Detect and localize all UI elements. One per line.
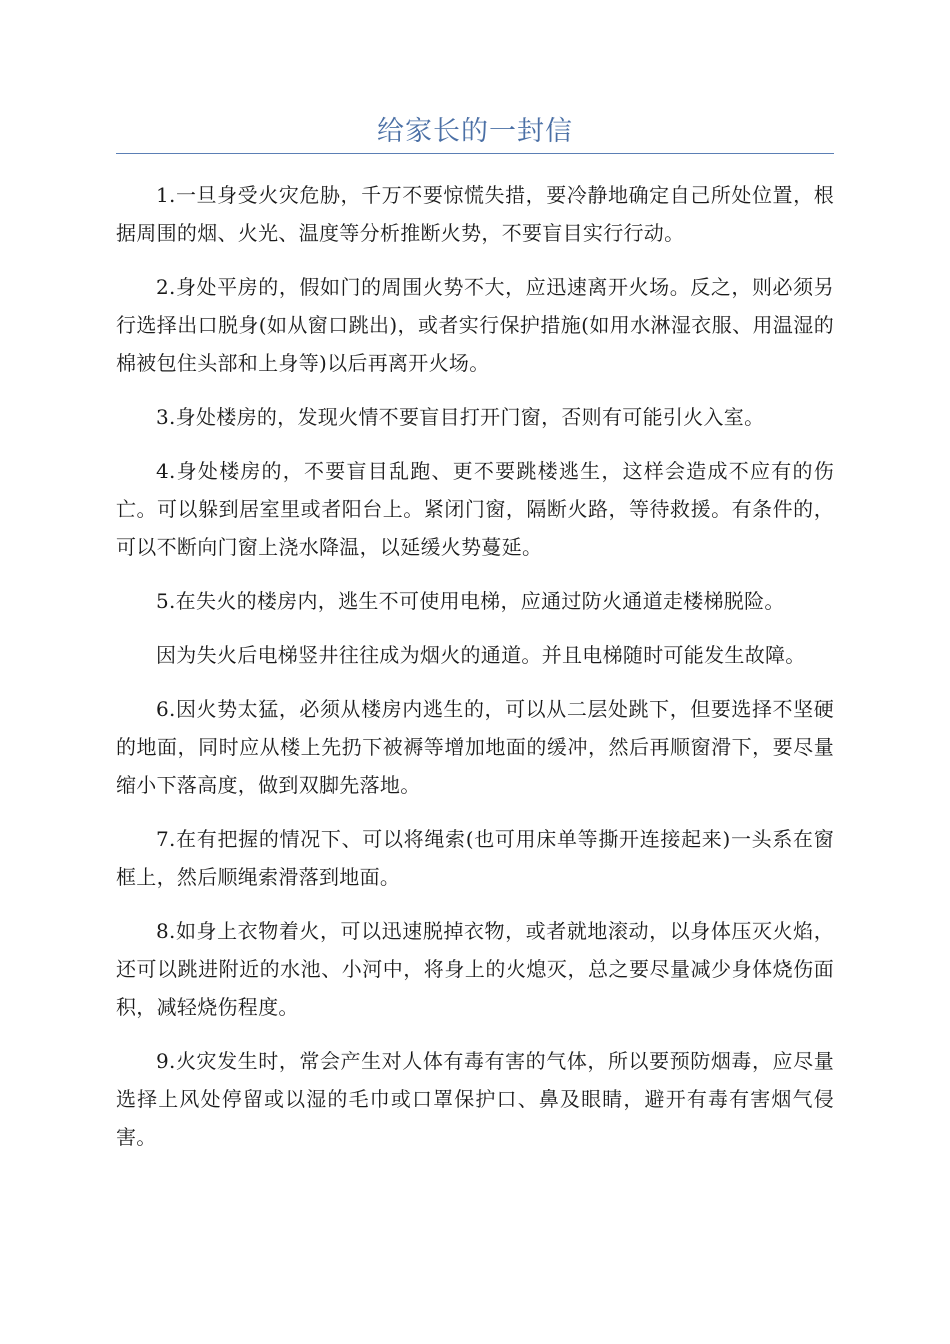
paragraph-4: 4.身处楼房的，不要盲目乱跑、更不要跳楼逃生，这样会造成不应有的伤亡。可以躲到居室里或者阳台上。紧闭门窗，隔断火路，等待救援。有条件的，可以不断向门窗上浇水降温，以延缓火势蔓延。: [116, 459, 834, 559]
paragraph-3: 3.身处楼房的，发现火情不要盲目打开门窗，否则有可能引火入室。: [156, 405, 765, 429]
paragraph-8: 8.如身上衣物着火，可以迅速脱掉衣物，或者就地滚动，以身体压灭火焰，还可以跳进附近的水池、小河中，将身上的火熄灭，总之要尽量减少身体烧伤面积，减轻烧伤程度。: [116, 919, 834, 1019]
paragraph-2: 2.身处平房的，假如门的周围火势不大，应迅速离开火场。反之，则必须另行选择出口脱身(如从窗口跳出)，或者实行保护措施(如用水淋湿衣服、用温湿的棉被包住头部和上身等)以后再离开火场。: [116, 275, 834, 375]
paragraph-1: 1.一旦身受火灾危胁，千万不要惊慌失措，要冷静地确定自己所处位置，根据周围的烟、火光、温度等分析推断火势，不要盲目实行行动。: [116, 183, 834, 245]
paragraph-6: 6.因火势太猛，必须从楼房内逃生的，可以从二层处跳下，但要选择不坚硬的地面，同时应从楼上先扔下被褥等增加地面的缓冲，然后再顺窗滑下，要尽量缩小下落高度，做到双脚先落地。: [116, 697, 834, 797]
paragraph-5: 5.在失火的楼房内，逃生不可使用电梯，应通过防火通道走楼梯脱险。: [156, 589, 785, 613]
title-underline: [116, 153, 834, 154]
document-title: 给家长的一封信: [377, 116, 573, 147]
paragraph-7: 7.在有把握的情况下、可以将绳索(也可用床单等撕开连接起来)一头系在窗框上，然后顺绳索滑落到地面。: [116, 827, 834, 889]
paragraph-5-note: 因为失火后电梯竖井往往成为烟火的通道。并且电梯随时可能发生故障。: [156, 643, 806, 667]
document-body: [116, 176, 834, 1172]
paragraph-9: 9.火灾发生时，常会产生对人体有毒有害的气体，所以要预防烟毒，应尽量选择上风处停留或以湿的毛巾或口罩保护口、鼻及眼睛，避开有毒有害烟气侵害。: [116, 1049, 834, 1149]
